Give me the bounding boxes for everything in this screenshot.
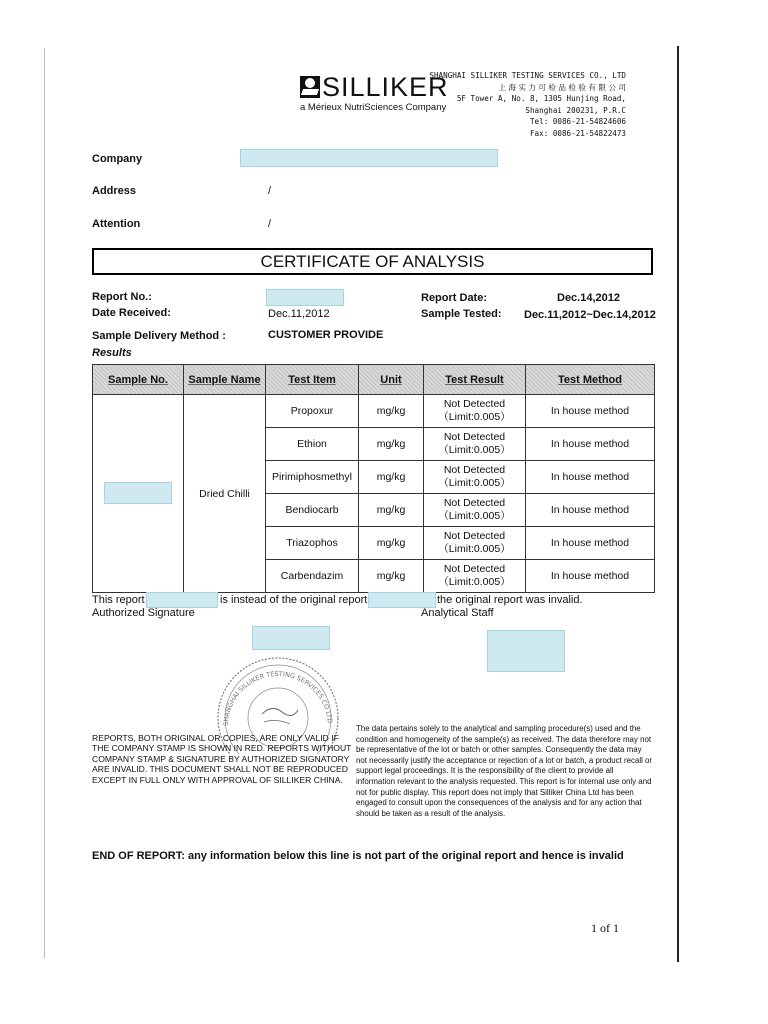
address-line: Tel: 0086-21-54824606 <box>529 117 626 127</box>
stamp-validity-note: REPORTS, BOTH ORIGINAL OR COPIES, ARE ONLY VALID IF THE COMPANY STAMP IS SHOWN IN RED. REPORTS WITHOUT COMPANY STAMP & SIGNATURE BY AUTHORIZED SIGNATORY ARE INVALID. THIS DOCUMENT SHALL NOT BE REPRODUCED EXCEPT IN FULL ONLY WITH APPROVAL OF SILLIKER CHINA. <box>92 733 352 785</box>
test-item-cell: Bendiocarb <box>266 494 359 527</box>
test-result-cell <box>424 428 526 461</box>
limit-text: （Limit:0.005） <box>438 543 511 555</box>
header-test-method: Test Method <box>526 365 655 395</box>
date-received-value: Dec.11,2012 <box>268 308 330 320</box>
test-method-cell: In house method <box>526 461 655 494</box>
test-item-cell: Ethion <box>266 428 359 461</box>
redacted-report-ref <box>146 592 218 608</box>
redacted-report-no <box>266 289 344 306</box>
result-text: Not Detected <box>443 431 506 443</box>
analytical-staff-label: Analytical Staff <box>421 607 494 619</box>
sample-name-cell: Dried Chilli <box>184 395 266 593</box>
test-method-cell: In house method <box>526 395 655 428</box>
unit-cell: mg/kg <box>359 560 424 593</box>
result-text: Not Detected <box>443 464 506 476</box>
logo-name: SILLIKER <box>322 72 449 102</box>
delivery-method-value: CUSTOMER PROVIDE <box>268 329 384 341</box>
sample-tested-label: Sample Tested: <box>421 308 502 320</box>
silliker-logo <box>300 72 449 114</box>
test-method-cell: In house method <box>526 428 655 461</box>
header-sample-name: Sample Name <box>184 365 266 395</box>
result-text: Not Detected <box>443 563 506 575</box>
authorized-signature-label: Authorized Signature <box>92 607 195 619</box>
result-text: Not Detected <box>443 530 506 542</box>
report-date-value: Dec.14,2012 <box>557 292 620 304</box>
left-margin-line <box>44 48 45 958</box>
redacted-sample-no <box>104 482 172 504</box>
address-line: SHANGHAI SILLIKER TESTING SERVICES CO., LTD <box>429 71 626 80</box>
certificate-title: CERTIFICATE OF ANALYSIS <box>92 248 653 275</box>
test-result-cell <box>424 527 526 560</box>
attention-value: / <box>268 218 272 230</box>
redacted-original-ref <box>368 592 436 608</box>
stamp-ring-text: SHANGHAI SILLIKER TESTING SERVICES CO LTD <box>221 669 334 727</box>
unit-cell: mg/kg <box>359 494 424 527</box>
redacted-authorized-signature <box>252 626 330 650</box>
limit-text: （Limit:0.005） <box>438 477 511 489</box>
test-result-cell <box>424 560 526 593</box>
address-value: / <box>268 185 272 197</box>
address-line: 5F Tower A, No. 8, 1305 Hunjing Road, <box>456 94 626 104</box>
header-test-item: Test Item <box>266 365 359 395</box>
test-item-cell: Carbendazim <box>266 560 359 593</box>
header-test-result: Test Result <box>424 365 526 395</box>
redacted-company-name <box>240 149 498 167</box>
replacement-note-part1: This report <box>92 594 145 606</box>
test-result-cell <box>424 494 526 527</box>
silliker-logo-icon <box>300 76 320 98</box>
replacement-note-part3: the original report was invalid. <box>437 594 583 606</box>
attention-label: Attention <box>92 218 141 230</box>
table-row <box>93 395 655 428</box>
address-line: 上 海 实 力 可 检 品 检 验 有 限 公 司 <box>498 82 626 92</box>
address-label: Address <box>92 185 137 197</box>
test-item-cell: Triazophos <box>266 527 359 560</box>
header-sample-no: Sample No. <box>93 365 184 395</box>
unit-cell: mg/kg <box>359 395 424 428</box>
test-method-cell: In house method <box>526 494 655 527</box>
redacted-staff-signature <box>487 630 565 672</box>
page-number: 1 of 1 <box>591 921 619 935</box>
results-label: Results <box>92 347 132 359</box>
results-table <box>92 364 655 593</box>
test-method-cell: In house method <box>526 560 655 593</box>
result-text: Not Detected <box>443 497 506 509</box>
right-border-line <box>677 46 679 962</box>
results-header-row <box>93 365 655 395</box>
date-received-label: Date Received: <box>92 307 171 319</box>
replacement-note-part2: is instead of the original report <box>220 594 368 606</box>
limit-text: （Limit:0.005） <box>438 411 511 423</box>
test-item-cell: Propoxur <box>266 395 359 428</box>
limit-text: （Limit:0.005） <box>438 510 511 522</box>
result-text: Not Detected <box>443 398 506 410</box>
address-line: Shanghai 200231, P.R.C <box>525 105 626 115</box>
logo-tagline: a Mérieux NutriSciences Company <box>300 102 447 113</box>
limit-text: （Limit:0.005） <box>438 576 511 588</box>
unit-cell: mg/kg <box>359 527 424 560</box>
sample-tested-value: Dec.11,2012~Dec.14,2012 <box>524 309 656 321</box>
company-address-block <box>429 70 626 140</box>
report-date-label: Report Date: <box>421 292 488 304</box>
limit-text: （Limit:0.005） <box>438 444 511 456</box>
unit-cell: mg/kg <box>359 428 424 461</box>
header-unit: Unit <box>359 365 424 395</box>
address-line: Fax: 0086-21-54822473 <box>529 128 626 138</box>
test-item-cell: Pirimiphosmethyl <box>266 461 359 494</box>
disclaimer-note: The data pertains solely to the analytical and sampling procedure(s) used and the condition and homogeneity of the sample(s) as received. The data therefore may not be representative of the lot or batch or other samples. Consequently the data may not necessarily justify the acceptance or rejection of a lot or batch, a product recall or support legal proceedings. It is the responsibility of the client to provide all information relevant to the analysis requested. This report is for internal use only and not for public display. This report does not imply that Silliker China Ltd has been engaged to consult upon the consequences of the analysis and for any action that should be taken as a result of the analysis. <box>356 724 653 818</box>
test-method-cell: In house method <box>526 527 655 560</box>
end-of-report-text: END OF REPORT: any information below this line is not part of the original report and hence is invalid <box>92 850 624 862</box>
delivery-method-label: Sample Delivery Method : <box>92 330 226 342</box>
sample-no-cell <box>93 395 184 593</box>
unit-cell: mg/kg <box>359 461 424 494</box>
test-result-cell <box>424 395 526 428</box>
test-result-cell <box>424 461 526 494</box>
report-no-label: Report No.: <box>92 291 152 303</box>
company-label: Company <box>92 153 143 165</box>
